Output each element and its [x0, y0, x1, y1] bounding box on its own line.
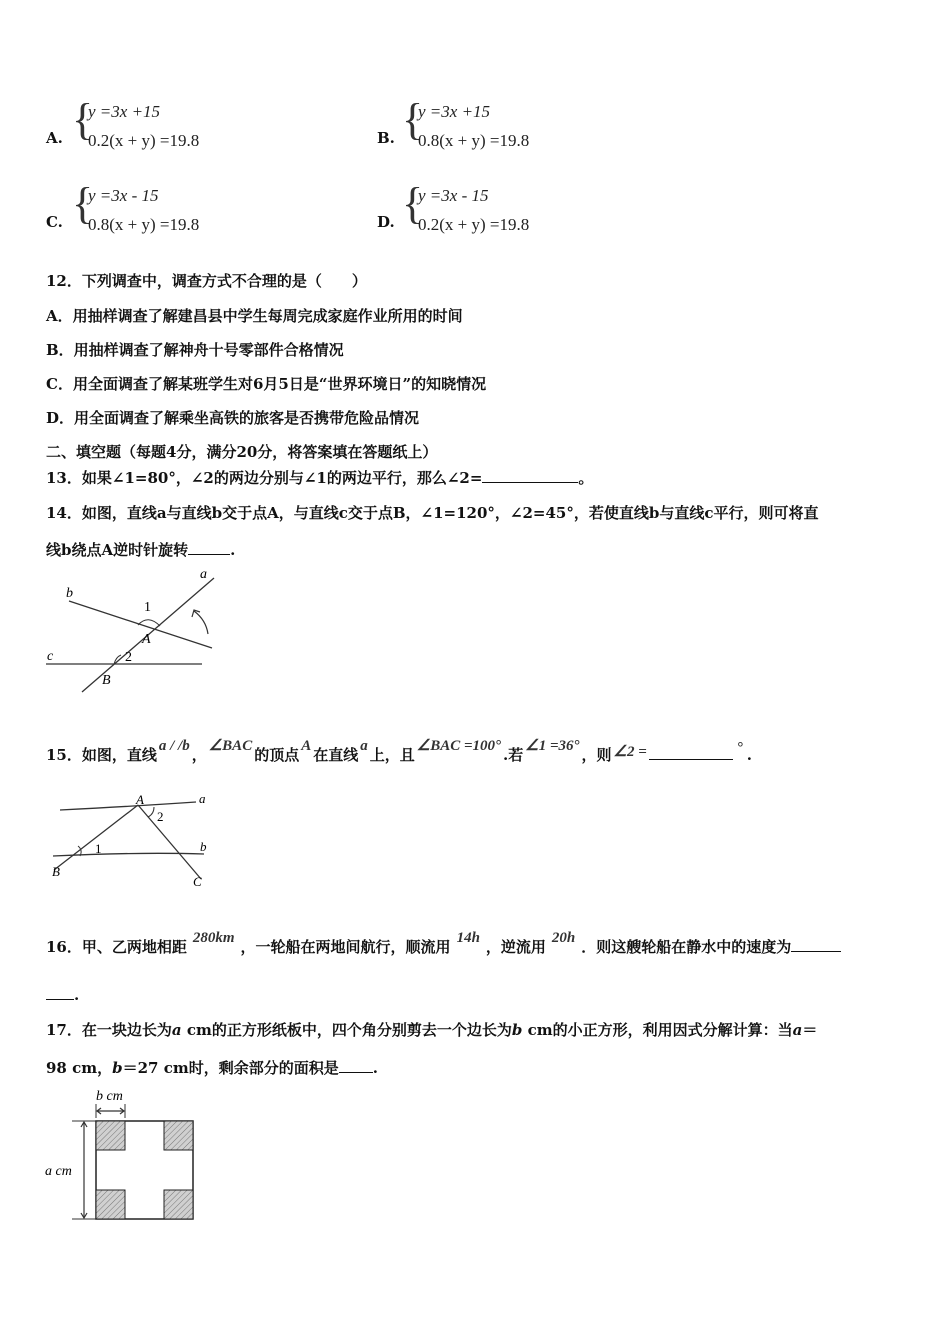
label-2: 2: [157, 809, 164, 824]
corner-square-br: [164, 1190, 193, 1219]
q15-end: .: [746, 746, 753, 764]
q13-end: 。: [578, 469, 594, 487]
q17-line2: [46, 1057, 378, 1078]
q12-option-b: B．用抽样调查了解神舟十号零部件合格情况: [46, 341, 344, 359]
option-c-eq2: 0.8(x + y) =19.8: [88, 215, 200, 234]
q16-answer-blank-1[interactable]: [791, 937, 841, 952]
q14-line2-text: 线b绕点A逆时针旋转: [46, 541, 189, 559]
label-C: C: [193, 874, 202, 889]
q15-figure: [48, 788, 218, 892]
q16-distance: 280km: [192, 930, 235, 946]
q15-p1: 15．如图，直线: [46, 746, 157, 764]
q17-l1c: cm的小正方形，利用因式分解计算：当: [522, 1021, 793, 1039]
q17-end: .: [372, 1059, 378, 1077]
segment-ac: [138, 805, 201, 879]
line-a: [60, 802, 196, 810]
corner-square-tr: [164, 1121, 193, 1150]
q17-l2b: ＝27 cm时，剩余部分的面积是: [122, 1059, 339, 1077]
option-b-eq1: y =3x +15: [418, 102, 491, 121]
corner-square-tl: [96, 1121, 125, 1150]
label-2: 2: [125, 650, 132, 665]
q16-answer-blank-2[interactable]: [46, 985, 74, 1000]
label-B: B: [52, 864, 60, 879]
q16-p3: ，逆流用: [485, 938, 546, 956]
q17-l1a: 17．在一块边长为: [46, 1021, 172, 1039]
q15-angle2-label: ∠2 =: [613, 744, 647, 760]
q16-downstream-time: 14h: [456, 930, 480, 946]
q14-answer-blank[interactable]: [188, 540, 230, 555]
q16-text: [46, 930, 841, 957]
label-c: c: [47, 649, 54, 664]
q17-var-a2: a: [792, 1021, 803, 1039]
q15-p2: ，: [191, 746, 207, 764]
q14-figure: [44, 566, 219, 696]
label-b: b: [200, 839, 207, 854]
q15-angle1-value: ∠1 =36°: [525, 738, 580, 754]
q15-p7: ，则: [581, 746, 612, 764]
q17-answer-blank[interactable]: [339, 1058, 373, 1073]
q17-l2a: 98 cm，: [46, 1059, 113, 1077]
q15-angle-bac: ∠BAC: [208, 738, 253, 754]
q13-stem: 13．如果∠1=80°，∠2的两边分别与∠1的两边平行，那么∠2=: [46, 469, 483, 487]
q12-option-d: D．用全面调查了解乘坐高铁的旅客是否携带危险品情况: [46, 409, 420, 427]
q16-p2: ，一轮船在两地间航行，顺流用: [240, 938, 451, 956]
label-1: 1: [95, 841, 102, 856]
q16-end: .: [74, 986, 80, 1004]
q12-stem: 12．下列调查中，调查方式不合理的是（ ）: [46, 272, 367, 290]
option-a-brace: {: [72, 95, 94, 144]
q15-text: [46, 738, 753, 765]
label-A: A: [142, 632, 151, 647]
q15-p4: 在直线: [313, 746, 359, 764]
option-c-letter: C.: [46, 213, 63, 231]
q17-line1: [46, 1019, 817, 1040]
q13-answer-blank[interactable]: [482, 468, 578, 483]
q14-end: .: [230, 541, 236, 559]
rotation-arrow-icon: [194, 611, 208, 634]
q16-upstream-time: 20h: [551, 930, 576, 946]
section-heading: 二、填空题（每题4分，满分20分，将答案填在答题纸上）: [46, 443, 438, 461]
option-d-eq1: y =3x - 15: [418, 186, 489, 205]
option-a-letter: A.: [46, 129, 63, 147]
label-b: b: [66, 586, 73, 601]
label-a: a: [199, 791, 206, 806]
option-a-eq2: 0.2(x + y) =19.8: [88, 131, 200, 150]
q17-l1b: cm的正方形纸板中，四个角分别剪去一个边长为: [181, 1021, 512, 1039]
q16-p1: 16．甲、乙两地相距: [46, 938, 187, 956]
q15-parallel: a / /b: [158, 738, 190, 754]
q12-option-c: C．用全面调查了解某班学生对6月5日是“世界环境日”的知晓情况: [46, 375, 487, 393]
q14-line1: 14．如图，直线a与直线b交于点A，与直线c交于点B，∠1=120°，∠2=45°，若使直线b与直线c平行，则可将直: [46, 504, 819, 522]
q15-line-a: a: [360, 738, 368, 754]
q15-degree: °: [736, 740, 743, 756]
q17-figure: [44, 1084, 204, 1226]
label-B: B: [102, 673, 111, 688]
label-A: A: [136, 792, 144, 807]
option-d-letter: D.: [377, 213, 395, 231]
label-1: 1: [144, 600, 151, 615]
q15-p3: 的顶点: [254, 746, 300, 764]
q17-l1d: ＝: [802, 1021, 818, 1039]
q15-answer-blank[interactable]: [649, 745, 733, 760]
option-b-brace: {: [402, 95, 424, 144]
option-b-eq2: 0.8(x + y) =19.8: [418, 131, 530, 150]
option-a-eq1: y =3x +15: [88, 102, 161, 121]
q15-vertex-a: A: [301, 738, 312, 754]
option-c-eq1: y =3x - 15: [88, 186, 159, 205]
option-d-brace: {: [402, 179, 424, 228]
q16-line2: [46, 985, 79, 1004]
label-a: a: [200, 567, 207, 582]
q13-text: [46, 467, 593, 488]
q14-line2: [46, 539, 235, 560]
label-b-cm: b cm: [96, 1089, 123, 1104]
corner-square-bl: [96, 1190, 125, 1219]
q15-angle-value: ∠BAC =100°: [416, 738, 502, 754]
q17-var-a: a: [171, 1021, 182, 1039]
q17-var-b2: b: [112, 1059, 123, 1077]
q15-p5: 上，且: [369, 746, 415, 764]
label-a-cm: a cm: [45, 1164, 72, 1179]
segment-ab: [54, 805, 138, 870]
q16-p4: ．则这艘轮船在静水中的速度为: [581, 938, 792, 956]
q12-option-a: A．用抽样调查了解建昌县中学生每周完成家庭作业所用的时间: [46, 307, 463, 325]
q15-p6: .若: [503, 746, 524, 764]
option-c-brace: {: [72, 179, 94, 228]
option-b-letter: B.: [377, 129, 395, 147]
angle2-arc: [148, 807, 154, 817]
option-d-eq2: 0.2(x + y) =19.8: [418, 215, 530, 234]
q17-var-b: b: [511, 1021, 523, 1039]
